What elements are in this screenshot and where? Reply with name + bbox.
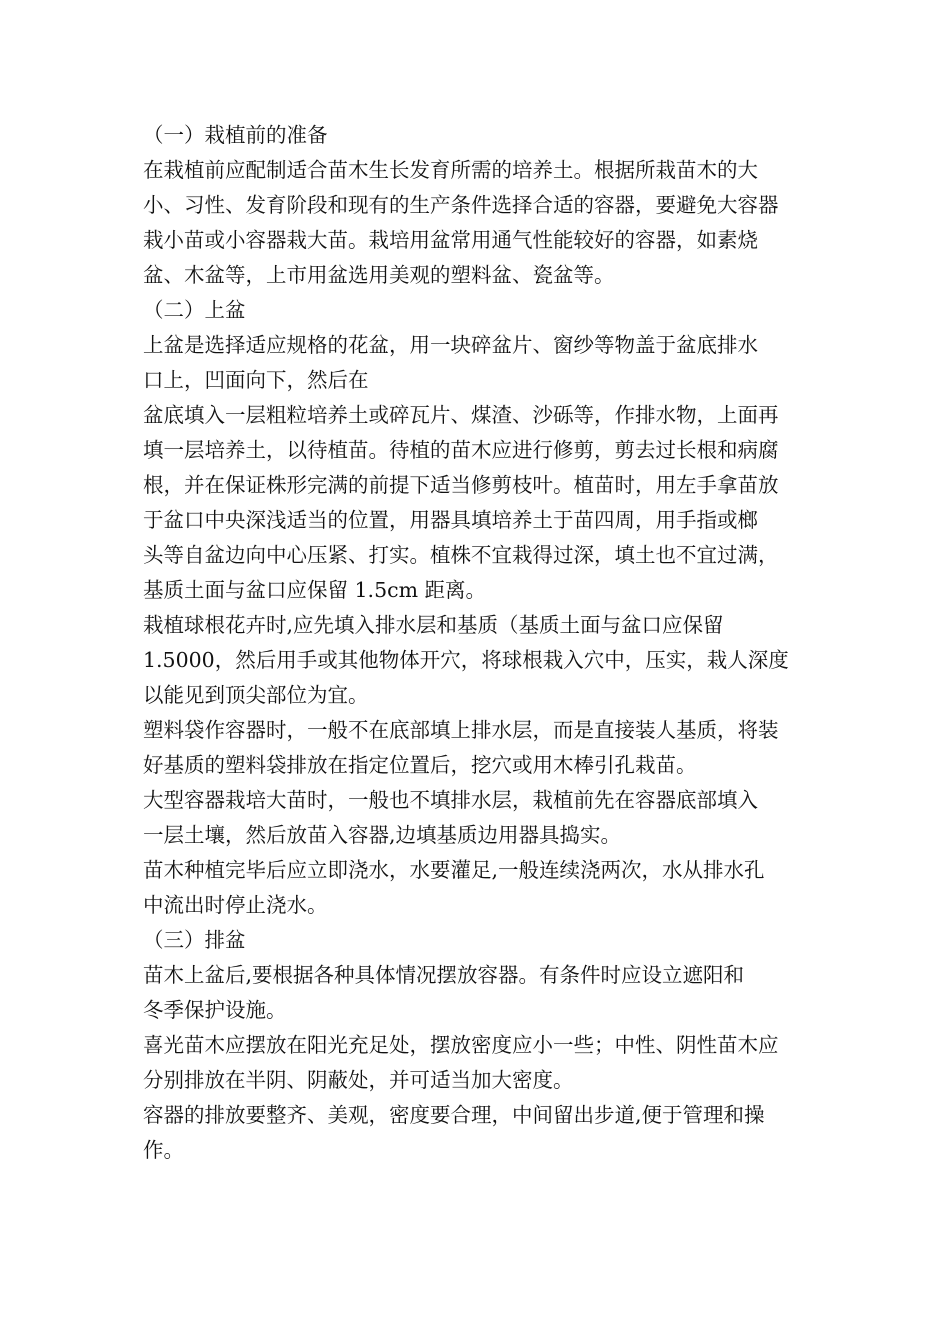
text-line: 根，并在保证株形完满的前提下适当修剪枝叶。植苗时，用左手拿苗放	[143, 473, 779, 497]
text-line: 填一层培养土，以待植苗。待植的苗木应进行修剪，剪去过长根和病腐	[143, 438, 779, 462]
text-line: 盆底填入一层粗粒培养土或碎瓦片、煤渣、沙砾等，作排水物，上面再	[143, 403, 779, 427]
text-line: 在栽植前应配制适合苗木生长发育所需的培养土。根据所栽苗木的大	[143, 158, 758, 182]
text-line: 口上，凹面向下，然后在	[143, 368, 369, 392]
text-line: 以能见到顶尖部位为宜。	[143, 683, 369, 707]
section-heading-potting: （二）上盆	[143, 298, 246, 322]
text-line: 大型容器栽培大苗时，一般也不填排水层，栽植前先在容器底部填入	[143, 788, 758, 812]
text-line: 好基质的塑料袋排放在指定位置后，挖穴或用木棒引孔栽苗。	[143, 753, 697, 777]
text-line: 分别排放在半阴、阴蔽处，并可适当加大密度。	[143, 1068, 574, 1092]
text-line: 栽植球根花卉时,应先填入排水层和基质（基质土面与盆口应保留	[143, 613, 724, 637]
text-line: 上盆是选择适应规格的花盆，用一块碎盆片、窗纱等物盖于盆底排水	[143, 333, 758, 357]
text-line: 1.5000，然后用手或其他物体开穴，将球根栽入穴中，压实，栽人深度	[143, 648, 789, 672]
text-line: 一层土壤，然后放苗入容器,边填基质边用器具捣实。	[143, 823, 622, 847]
text-line: 喜光苗木应摆放在阳光充足处，摆放密度应小一些；中性、阴性苗木应	[143, 1033, 779, 1057]
text-line: 苗木种植完毕后应立即浇水，水要灌足,一般连续浇两次，水从排水孔	[143, 858, 765, 882]
text-line: 容器的排放要整齐、美观，密度要合理，中间留出步道,便于管理和操	[143, 1103, 765, 1127]
section-heading-preparation: （一）栽植前的准备	[143, 123, 328, 147]
text-line: 于盆口中央深浅适当的位置，用器具填培养土于苗四周，用手指或榔	[143, 508, 758, 532]
text-line: 苗木上盆后,要根据各种具体情况摆放容器。有条件时应设立遮阳和	[143, 963, 745, 987]
text-line: 头等自盆边向中心压紧、打实。植株不宜栽得过深，填土也不宜过满，	[143, 543, 779, 567]
text-line: 塑料袋作容器时，一般不在底部填上排水层，而是直接装人基质，将装	[143, 718, 779, 742]
text-line: 盆、木盆等，上市用盆选用美观的塑料盆、瓷盆等。	[143, 263, 615, 287]
text-line: 中流出时停止浇水。	[143, 893, 328, 917]
text-line: 作。	[143, 1138, 184, 1162]
document-body	[143, 118, 823, 1168]
text-line: 冬季保护设施。	[143, 998, 287, 1022]
text-line: 基质土面与盆口应保留 1.5cm 距离。	[143, 578, 487, 602]
section-heading-arranging-pots: （三）排盆	[143, 928, 246, 952]
text-line: 栽小苗或小容器栽大苗。栽培用盆常用通气性能较好的容器，如素烧	[143, 228, 758, 252]
text-line: 小、习性、发育阶段和现有的生产条件选择合适的容器，要避免大容器	[143, 193, 779, 217]
